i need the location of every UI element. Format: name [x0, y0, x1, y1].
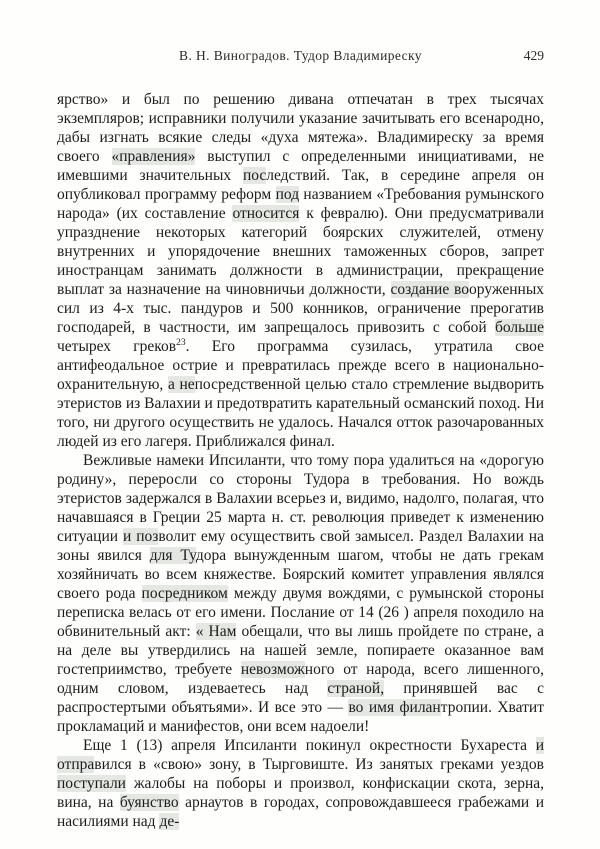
highlighted-text: относится [232, 205, 300, 222]
highlighted-text: буянство [119, 794, 179, 811]
page-number: 429 [523, 48, 544, 63]
running-header [57, 48, 544, 68]
highlighted-text: невозмож [240, 661, 305, 678]
highlighted-text: де- [159, 813, 180, 830]
highlighted-text: страной, [327, 680, 385, 697]
running-header-title: В. Н. Виноградов. Тудор Владимиреску [179, 48, 422, 63]
text-segment: тропии. Хватит прокламаций и манифестов, они всем надоели! [57, 699, 544, 735]
text-segment: волит ему осуществить свой замысел. Раздел Валахии на зоны явился [57, 528, 544, 564]
text-segment: к февралю). Они предусматривали упразднение некоторых категорий боярских служителей, отмену внутренних и упорядочение внешних таможенных сборов, запрет иностранцам занимать должности в администрации, прекращение выплат за назначение на чиновничьи должности, [57, 205, 544, 298]
highlighted-text: создание во [390, 281, 470, 298]
text-segment: выступил с определенными инициативами, не имевшими значительных [57, 148, 545, 184]
text-segment: жалобы на поборы и произвол, конфискации скота, зерна, вина, на [57, 775, 544, 811]
text-segment: четырех греков [57, 338, 177, 355]
highlighted-text: для Ту [149, 547, 196, 564]
text-segment: названием «Требования румынского народа» (их составление [57, 186, 544, 222]
highlighted-text: под [275, 186, 300, 203]
highlighted-text: посредником [141, 585, 228, 602]
footnote-reference: 23 [176, 337, 186, 348]
text-segment: ярство» и был по решению дивана отпечатан в трех тысячах экземпляров; исправники получили указание зачитывать его всенародно, дабы изгнать всякие следы «духа мятежа». Владимиреску за время своего [57, 91, 544, 165]
highlighted-text: а не [167, 376, 195, 393]
text-segment: оруженных сил из 4-х тыс. пандуров и 500 конников, ограничение прерогатив господарей, в частности, им запрещалось привозить с собой [57, 281, 545, 336]
highlighted-text: «правления» [111, 148, 196, 165]
text-segment: арнаутов в городах, сопровождавшееся грабежами и насилиями над [57, 794, 544, 830]
page-body [57, 90, 544, 831]
paragraph [57, 736, 544, 831]
highlighted-text: поступали [57, 775, 126, 792]
highlighted-text: во имя филан [348, 699, 441, 716]
paragraph [57, 90, 544, 451]
text-segment: дора вынужденным шагом, чтобы не дать грекам хозяйничать во всем княжестве. Боярский комитет управления являлся своего рода [57, 547, 544, 602]
text-segment: между двумя вождями, с румынской стороны переписка велась от его имени. Послание от 14 (26 ) апреля походило на обвинительный акт: [57, 585, 544, 640]
text-segment: Вежливые намеки Ипсиланти, что тому пора удалиться на «дорогую родину», переросли со стороны Тудора в требования. Но вождь этеристов задержался в Валахии всерьез и, видимо, надолго, полагая, что начавшаяся в Греции 25 марта н. ст. революция приведет к изменению ситуации [57, 452, 544, 545]
text-segment: посредственной целью стало стремление выдворить этеристов из Валахии и предотвратить карательный османский поход. Ни того, ни другого осуществить не удалось. Начался отток разочарованных людей из его лагеря. Приближался финал. [57, 376, 544, 450]
highlighted-text: « Нам [195, 623, 237, 640]
text-segment: Еще 1 (13) апреля Ипсиланти покинул окрестности Бухареста [83, 737, 536, 754]
highlighted-text: пос [242, 167, 267, 184]
highlighted-text: и отпра [57, 737, 544, 773]
highlighted-text: больше [494, 319, 544, 336]
paragraph [57, 451, 544, 736]
text-segment: вился в «свою» зону, в Тырговиште. Из занятых греками уездов [94, 756, 544, 773]
highlighted-text: и поз [122, 528, 159, 545]
text-segment: обещали, что вы лишь пройдете по стране, а на деле вы утвердились на нашей земле, попираете оказанное вам гостеприимство, требуете [57, 623, 544, 678]
text-segment: . Его программа сузилась, утратила свое антифеодальное острие и превратилась прежде всего в национально-охранительную, [57, 338, 544, 393]
text-segment: ледствий. Так, в середине апреля он опубликовал программу реформ [57, 167, 544, 203]
text-segment: принявшей вас с распростертыми объятьями». И все это — [57, 680, 544, 716]
text-segment: ного от народа, всего лишенного, одним словом, издеваетесь над [57, 661, 544, 697]
